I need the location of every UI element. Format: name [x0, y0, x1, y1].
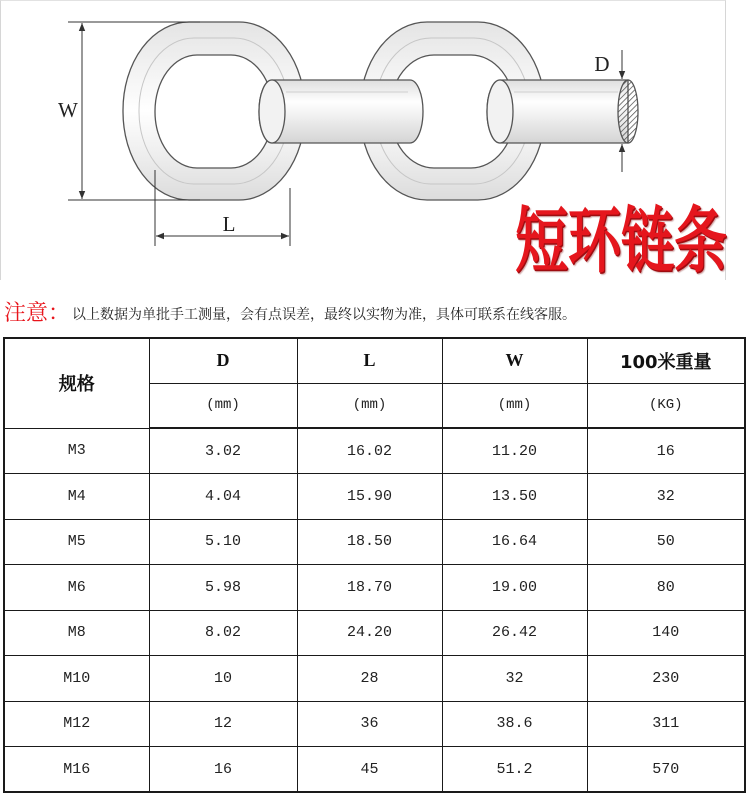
- cell-spec: M12: [4, 701, 149, 747]
- cell-w: 38.6: [442, 701, 587, 747]
- cell-weight: 32: [587, 474, 745, 520]
- cell-spec: M5: [4, 519, 149, 565]
- cell-weight: 570: [587, 747, 745, 793]
- table-row: [4, 519, 745, 565]
- cell-d: 12: [149, 701, 297, 747]
- cell-weight: 80: [587, 565, 745, 611]
- cell-w: 26.42: [442, 610, 587, 656]
- dimension-w-label: W: [58, 98, 78, 122]
- cell-spec: M4: [4, 474, 149, 520]
- cell-w: 16.64: [442, 519, 587, 565]
- cell-weight: 16: [587, 428, 745, 474]
- cell-d: 10: [149, 656, 297, 702]
- table-header-row: [4, 338, 745, 383]
- table-row: [4, 656, 745, 702]
- cell-l: 18.50: [297, 519, 442, 565]
- cell-spec: M8: [4, 610, 149, 656]
- chain-link-side-1: [259, 80, 423, 143]
- product-title: 短环链条: [515, 200, 727, 283]
- chain-link-side-2: [487, 80, 638, 143]
- spec-table: [3, 337, 746, 793]
- cell-l: 45: [297, 747, 442, 793]
- notice: [4, 296, 576, 328]
- cell-l: 28: [297, 656, 442, 702]
- dimension-d-label: D: [594, 52, 610, 76]
- cell-spec: M16: [4, 747, 149, 793]
- header-w: W: [442, 338, 587, 383]
- unit-w: (mm): [442, 383, 587, 428]
- cell-d: 8.02: [149, 610, 297, 656]
- table-row: [4, 747, 745, 793]
- header-weight: 100米重量: [587, 338, 745, 383]
- cell-l: 16.02: [297, 428, 442, 474]
- notice-text: 以上数据为单批手工测量，会有点误差，最终以实物为准，具体可联系在线客服。: [72, 307, 577, 323]
- table-row: [4, 565, 745, 611]
- cell-w: 32: [442, 656, 587, 702]
- cell-l: 24.20: [297, 610, 442, 656]
- cell-weight: 311: [587, 701, 745, 747]
- cell-weight: 230: [587, 656, 745, 702]
- dimension-l-label: L: [222, 212, 236, 236]
- cell-l: 15.90: [297, 474, 442, 520]
- notice-label: 注意：: [4, 301, 71, 326]
- table-row: [4, 428, 745, 474]
- unit-weight: (KG): [587, 383, 745, 428]
- cell-spec: M10: [4, 656, 149, 702]
- cell-spec: M6: [4, 565, 149, 611]
- cell-weight: 50: [587, 519, 745, 565]
- table-row: [4, 610, 745, 656]
- cell-l: 18.70: [297, 565, 442, 611]
- header-l: L: [297, 338, 442, 383]
- cell-w: 13.50: [442, 474, 587, 520]
- cell-l: 36: [297, 701, 442, 747]
- cell-d: 4.04: [149, 474, 297, 520]
- header-spec: 规格: [4, 338, 149, 428]
- cell-w: 11.20: [442, 428, 587, 474]
- table-row: [4, 701, 745, 747]
- cell-w: 51.2: [442, 747, 587, 793]
- cell-w: 19.00: [442, 565, 587, 611]
- cross-section-hatch: [618, 80, 638, 143]
- cell-d: 3.02: [149, 428, 297, 474]
- cell-d: 5.98: [149, 565, 297, 611]
- header-d: D: [149, 338, 297, 383]
- table-row: [4, 474, 745, 520]
- cell-d: 5.10: [149, 519, 297, 565]
- unit-l: (mm): [297, 383, 442, 428]
- unit-d: (mm): [149, 383, 297, 428]
- cell-weight: 140: [587, 610, 745, 656]
- cell-d: 16: [149, 747, 297, 793]
- cell-spec: M3: [4, 428, 149, 474]
